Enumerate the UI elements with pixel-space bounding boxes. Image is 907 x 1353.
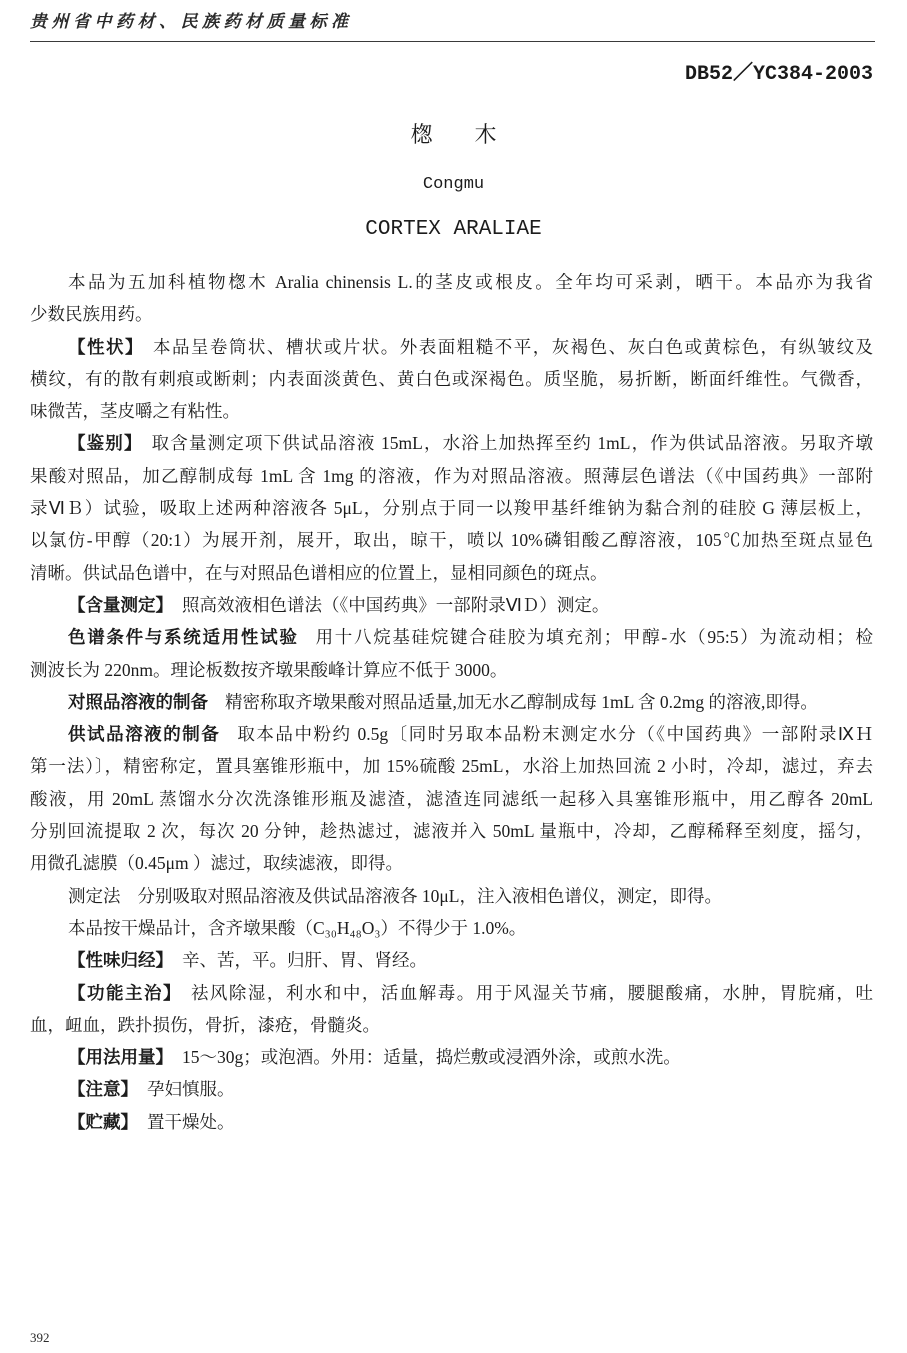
section-label: 测定法	[68, 885, 121, 906]
section-label: 【功能主治】	[68, 983, 182, 1004]
text-line	[30, 847, 873, 879]
section-label: 【用法用量】	[68, 1048, 173, 1069]
text-line	[30, 750, 873, 782]
storage-section	[30, 1106, 873, 1138]
line-text: 置干燥处。	[147, 1111, 235, 1132]
line-text: 孕妇慎服。	[147, 1079, 235, 1100]
section-label: 【性状】	[68, 337, 144, 358]
section-label: 【性味归经】	[68, 951, 173, 972]
functions-indications-section	[30, 977, 873, 1042]
section-label: 【鉴别】	[68, 434, 143, 455]
text-line	[30, 1106, 873, 1138]
monograph-body	[30, 266, 873, 1138]
text-line	[30, 815, 873, 847]
precautions-section	[30, 1073, 873, 1105]
intro-paragraph	[30, 266, 873, 331]
assay-procedure	[30, 880, 873, 912]
text-line	[30, 460, 873, 492]
text-line	[30, 492, 873, 524]
line-text: 取本品中粉约 0.5g〔同时另取本品粉末测定水分（《中国药典》一部附录ⅨＨ	[237, 724, 874, 745]
line-text: 用微孔滤膜（0.45μm ）滤过，取续滤液，即得。	[30, 853, 403, 874]
line-text: 分别回流提取 2 次，每次 20 分钟，趁热滤过，滤液并入 50mL 量瓶中，冷却，乙醇稀释至刻度，摇匀，	[30, 821, 873, 842]
text-line	[30, 912, 873, 944]
line-text: 取含量测定项下供试品溶液 15mL，水浴上加热挥至约 1mL，作为供试品溶液。另取齐墩	[151, 433, 873, 454]
text-line	[30, 589, 873, 621]
description-section	[30, 331, 873, 428]
content-requirement	[30, 912, 873, 944]
text-line	[30, 718, 873, 750]
line-text: 酸液，用 20mL 蒸馏水分次洗涤锥形瓶及滤渣，滤渣连同滤纸一起移入具塞锥形瓶中，用乙醇各 20mL	[30, 788, 873, 809]
text-line	[30, 298, 873, 330]
section-label: 【贮藏】	[68, 1112, 138, 1133]
line-text: 照高效液相色谱法（《中国药典》一部附录ⅥＤ）测定。	[182, 594, 610, 615]
running-header: 贵州省中药材、民族药材质量标准	[30, 12, 353, 32]
text-line	[30, 1073, 873, 1105]
text-line	[30, 880, 873, 912]
line-text: 味微苦，茎皮嚼之有粘性。	[30, 401, 240, 422]
monograph-pinyin: Congmu	[422, 175, 485, 194]
line-text: 测波长为 220nm。理论板数按齐墩果酸峰计算应不低于 3000。	[30, 659, 508, 680]
line-text: 本品为五加科植物楤木 Aralia chinensis L.的茎皮或根皮。全年均可采剥，晒干。本品亦为我省	[68, 272, 873, 292]
text-line	[30, 977, 873, 1009]
line-text: 横纹，有的散有刺痕或断刺；内表面淡黄色、黄白色或深褐色。质坚脆，易折断，断面纤维性。气微香，	[30, 368, 873, 389]
text-line	[30, 524, 873, 556]
text-line	[30, 654, 873, 686]
monograph-latin-name: CORTEX ARALIAE	[365, 218, 542, 241]
identification-section	[30, 427, 873, 588]
line-text: 15～30g；或泡酒。外用：适量，捣烂敷或浸酒外涂，或煎水洗。	[182, 1047, 681, 1068]
text-line	[30, 1041, 873, 1073]
line-text: 录ⅥＢ）试验，吸取上述两种溶液各 5μL，分别点于同一以羧甲基纤维钠为黏合剂的硅胶 G 薄层板上，	[30, 498, 873, 519]
line-text: 本品按干燥品计，含齐墩果酸（C₃₀H₄₈O₃）不得少于 1.0%。	[68, 917, 527, 938]
page-number: 392	[30, 1330, 50, 1345]
reference-solution-preparation	[30, 686, 873, 718]
text-line	[30, 1009, 873, 1041]
section-label: 对照品溶液的制备	[68, 692, 208, 713]
section-label: 【含量测定】	[68, 595, 173, 616]
assay-section	[30, 589, 873, 621]
section-label: 供试品溶液的制备	[68, 725, 221, 746]
section-label: 色谱条件与系统适用性试验	[68, 628, 299, 649]
text-line	[30, 621, 873, 653]
text-line	[30, 944, 873, 976]
monograph-title: 楤 木	[410, 123, 507, 148]
header-rule	[30, 41, 875, 42]
text-line	[30, 557, 873, 589]
line-text: 以氯仿-甲醇（20:1）为展开剂，展开，取出，晾干，喷以 10%磷钼酸乙醇溶液，105℃加热至斑点显色	[30, 530, 873, 551]
section-label: 【注意】	[68, 1080, 138, 1101]
line-text: 果酸对照品，加乙醇制成每 1mL 含 1mg 的溶液，作为对照品溶液。照薄层色谱法（《中国药典》一部附	[30, 465, 873, 486]
text-line	[30, 783, 873, 815]
text-line	[30, 686, 873, 718]
line-text: 精密称取齐墩果酸对照品适量,加无水乙醇制成每 1mL 含 0.2mg 的溶液,即得。	[225, 691, 818, 712]
line-text: 少数民族用药。	[30, 304, 153, 325]
line-text: 用十八烷基硅烷键合硅胶为填充剂；甲醇-水（95:5）为流动相；检	[315, 627, 873, 648]
line-text: 血，衄血，跌扑损伤，骨折，漆疮，骨髓炎。	[30, 1014, 380, 1035]
text-line	[30, 395, 873, 427]
nature-meridian-section	[30, 944, 873, 976]
line-text: 祛风除湿，利水和中，活血解毒。用于风湿关节痛，腰腿酸痛，水肿，胃脘痛，吐	[190, 982, 874, 1003]
line-text: 本品呈卷筒状、槽状或片状。外表面粗糙不平，灰褐色、灰白色或黄棕色，有纵皱纹及	[152, 336, 873, 357]
text-line	[30, 331, 873, 363]
line-text: 第一法）〕，精密称定，置具塞锥形瓶中，加 15%硫酸 25mL，水浴上加热回流 2 小时，冷却，滤过，弃去	[30, 756, 873, 777]
usage-dosage-section	[30, 1041, 873, 1073]
line-text: 分别吸取对照品溶液及供试品溶液各 10μL，注入液相色谱仪，测定，即得。	[137, 885, 722, 906]
chromatographic-conditions	[30, 621, 873, 686]
standard-code: DB52／YC384-2003	[684, 63, 873, 86]
line-text: 清晰。供试品色谱中，在与对照品色谱相应的位置上，显相同颜色的斑点。	[30, 562, 608, 583]
text-line	[30, 266, 873, 298]
text-line	[30, 363, 873, 395]
text-line	[30, 427, 873, 459]
test-solution-preparation	[30, 718, 873, 879]
line-text: 辛、苦，平。归肝、胃、肾经。	[182, 950, 427, 971]
